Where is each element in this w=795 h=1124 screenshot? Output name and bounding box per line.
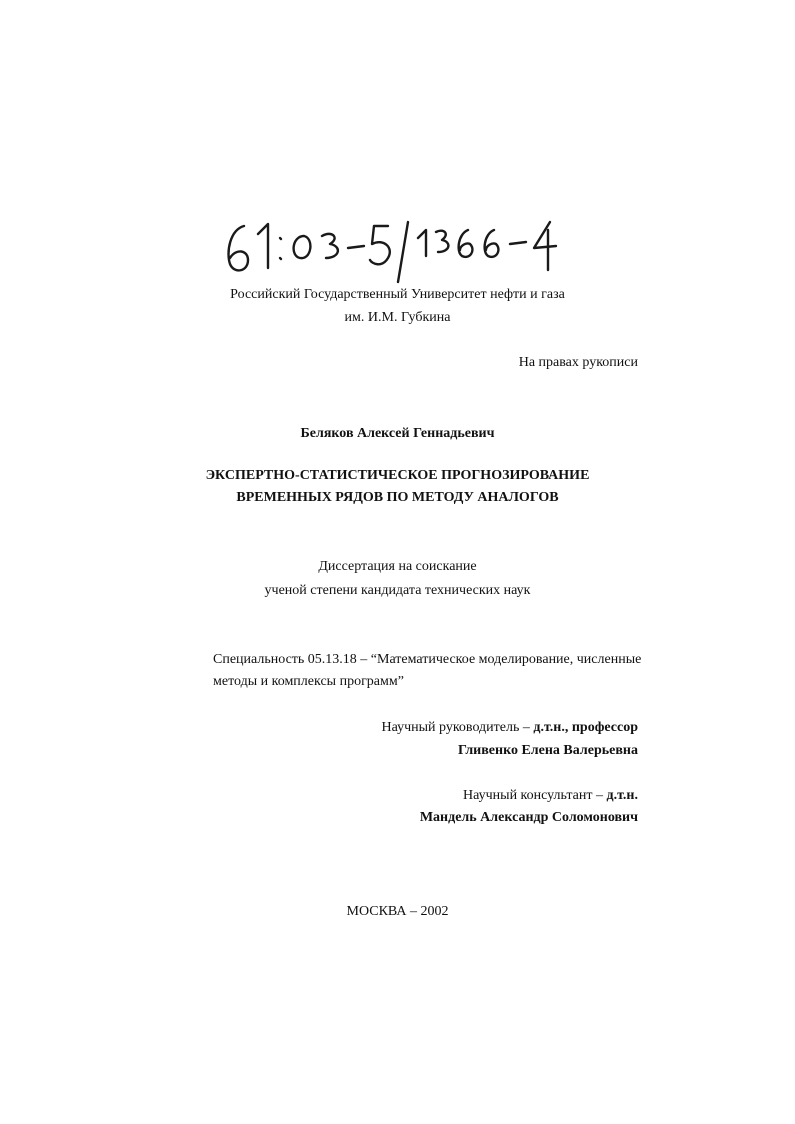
degree-statement-line2: ученой степени кандидата технических наук <box>264 583 531 598</box>
consultant-line <box>463 787 638 805</box>
degree-statement: Диссертация на соискание <box>318 559 477 574</box>
specialty-line2: методы и комплексы программ” <box>213 674 404 689</box>
specialty: Специальность 05.13.18 – “Математическое моделирование, численные <box>213 652 642 667</box>
city-year: МОСКВА – 2002 <box>346 904 449 919</box>
dissertation-title-line2: ВРЕМЕННЫХ РЯДОВ ПО МЕТОДУ АНАЛОГОВ <box>236 490 559 505</box>
dissertation-title: ЭКСПЕРТНО-СТАТИСТИЧЕСКОЕ ПРОГНОЗИРОВАНИЕ <box>205 468 590 483</box>
supervisor-label: Научный руководитель – <box>381 720 534 735</box>
university-name-line2: им. И.М. Губкина <box>344 310 451 325</box>
consultant-label: Научный консультант – <box>463 788 607 803</box>
supervisor-name: Гливенко Елена Валерьевна <box>457 743 638 758</box>
rights-note: На правах рукописи <box>518 355 638 370</box>
supervisor-line <box>381 719 638 737</box>
handwritten-archive-stamp <box>222 212 562 290</box>
supervisor-degree: д.т.н., профессор <box>533 720 638 735</box>
university-name: Российский Государственный Университет нефти и газа <box>230 287 565 302</box>
consultant-degree: д.т.н. <box>606 788 638 803</box>
author-name: Беляков Алексей Геннадьевич <box>300 426 495 441</box>
consultant-name: Мандель Александр Соломонович <box>419 810 638 825</box>
